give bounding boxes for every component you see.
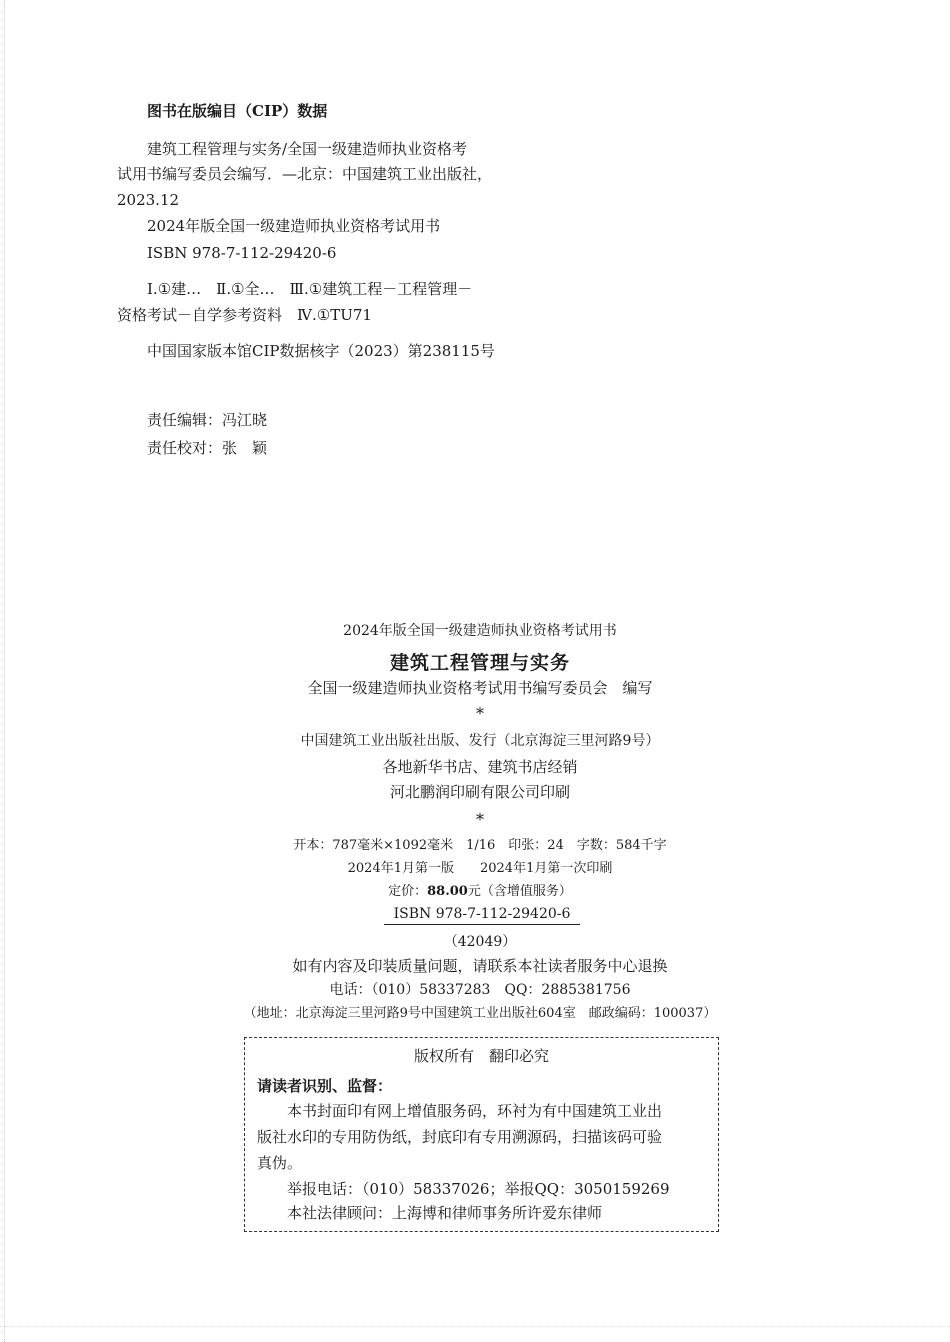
cip-line-4: 2024年版全国一级建造师执业资格考试用书 [147, 217, 441, 235]
separator-star: * [476, 704, 484, 723]
cip-record-number: 中国国家版本馆CIP数据核字（2023）第238115号 [147, 342, 495, 360]
separator-star: * [476, 810, 484, 829]
imprint-printer: 河北鹏润印刷有限公司印刷 [389, 783, 570, 801]
imprint-title: 建筑工程管理与实务 [389, 652, 570, 674]
imprint-edition: 2024年1月第一版 2024年1月第一次印刷 [347, 861, 613, 876]
responsible-editor: 责任编辑：冯江晓 [147, 411, 268, 429]
anti-counterfeit-text-3: 真伪。 [257, 1154, 303, 1172]
imprint-phone: 电话：（010）58337283 QQ：2885381756 [329, 982, 631, 998]
price-value: 88.00 [427, 884, 468, 899]
price-suffix: 元（含增值服务） [467, 884, 572, 899]
imprint-distributor: 各地新华书店、建筑书店经销 [382, 758, 578, 776]
cip-line-1: 建筑工程管理与实务/全国一级建造师执业资格考 [147, 140, 468, 158]
imprint-notice: 如有内容及印装质量问题，请联系本社读者服务中心退换 [292, 957, 668, 975]
copyright-title: 版权所有 翻印必究 [413, 1047, 549, 1065]
imprint-code: （42049） [443, 934, 517, 950]
imprint-author: 全国一级建造师执业资格考试用书编写委员会 编写 [307, 679, 653, 697]
imprint-address: （地址：北京海淀三里河路9号中国建筑工业出版社604室 邮政编码：100037） [243, 1006, 717, 1021]
cip-classification-1: Ⅰ.①建… Ⅱ.①全… Ⅲ.①建筑工程－工程管理－ [147, 280, 473, 298]
imprint-isbn: ISBN 978-7-112-29420-6 [384, 906, 580, 925]
imprint-price [0, 880, 950, 899]
imprint-series: 2024年版全国一级建造师执业资格考试用书 [343, 623, 617, 639]
report-contact: 举报电话：（010）58337026；举报QQ：3050159269 [287, 1180, 670, 1198]
cip-heading: 图书在版编目（CIP）数据 [147, 102, 328, 120]
cip-line-2: 试用书编写委员会编写．—北京：中国建筑工业出版社， [117, 165, 493, 183]
responsible-proofreader: 责任校对：张 颖 [147, 439, 268, 457]
anti-counterfeit-text-1: 本书封面印有网上增值服务码，环衬为有中国建筑工业出 [287, 1102, 663, 1120]
reader-notice-heading: 请读者识别、监督： [257, 1077, 393, 1095]
price-label: 定价： [388, 884, 428, 899]
cip-line-3: 2023.12 [117, 191, 180, 209]
imprint-specification: 开本：787毫米×1092毫米 1/16 印张：24 字数：584千字 [293, 838, 667, 853]
cip-isbn: ISBN 978-7-112-29420-6 [147, 244, 337, 262]
scan-specks [0, 1326, 950, 1335]
copyright-box [244, 1037, 719, 1232]
legal-counsel: 本社法律顾问：上海博和律师事务所许爱东律师 [287, 1204, 603, 1222]
cip-classification-2: 资格考试－自学参考资料 Ⅳ.①TU71 [117, 306, 372, 324]
anti-counterfeit-text-2: 版社水印的专用防伪纸，封底印有专用溯源码，扫描该码可验 [257, 1128, 663, 1146]
imprint-publisher: 中国建筑工业出版社出版、发行（北京海淀三里河路9号） [300, 733, 660, 749]
